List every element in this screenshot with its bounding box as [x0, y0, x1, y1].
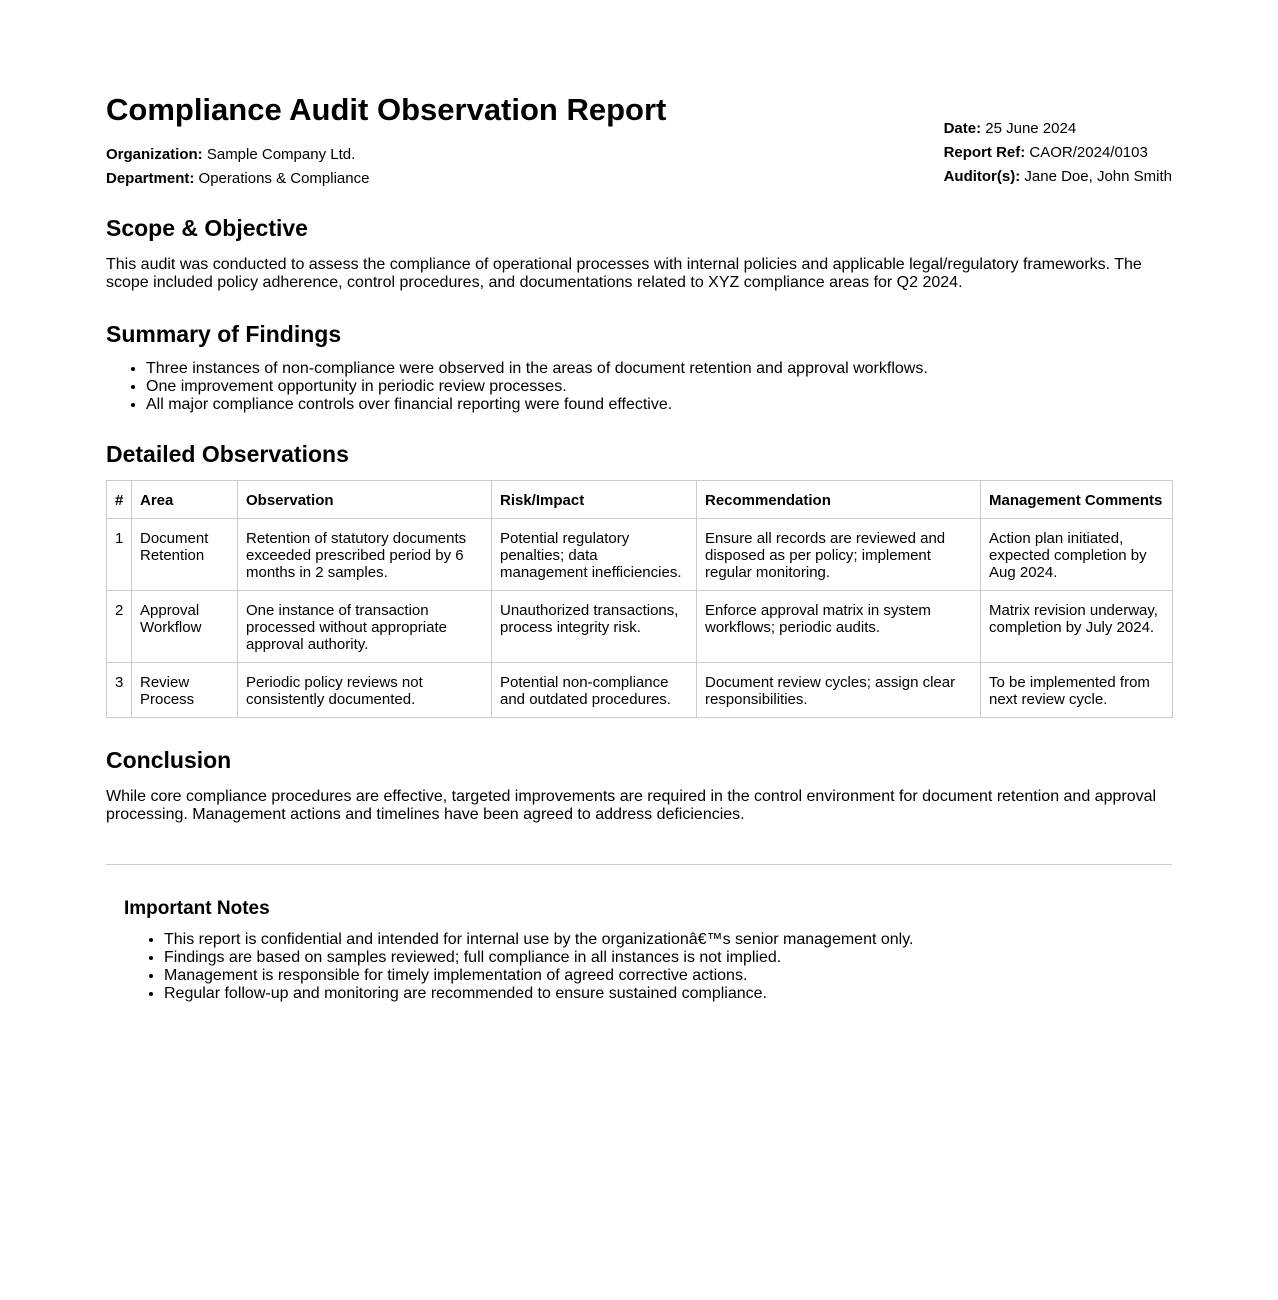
meta-report-ref [944, 141, 1172, 165]
meta-date [944, 117, 1172, 141]
table-cell: 2 [107, 591, 132, 663]
meta-value: Jane Doe, John Smith [1024, 168, 1172, 185]
meta-auditors [944, 165, 1172, 189]
table-cell: Periodic policy reviews not consistently documented. [238, 663, 492, 718]
meta-label: Date: [943, 120, 982, 137]
meta-value: CAOR/2024/0103 [1029, 144, 1148, 161]
notes-list [124, 931, 1172, 1003]
column-header: Recommendation [697, 481, 981, 519]
column-header: Management Comments [981, 481, 1173, 519]
table-cell: Unauthorized transactions, process integrity risk. [492, 591, 697, 663]
observations-section [106, 440, 1172, 718]
column-header: Area [132, 481, 238, 519]
scope-text: This audit was conducted to assess the compliance of operational processes with internal policies and applicable legal/regulatory frameworks. The scope included policy adherence, control procedures, and documentations related to XYZ compliance areas for Q2 2024. [106, 256, 1142, 291]
table-cell: Potential regulatory penalties; data management inefficiencies. [492, 519, 697, 591]
table-cell: Potential non-compliance and outdated procedures. [492, 663, 697, 718]
scope-section [106, 214, 1172, 292]
notes-section [106, 898, 1172, 1003]
list-item: • Findings are based on samples reviewed; full compliance in all instances is not implied. [164, 949, 1172, 967]
list-item: • All major compliance controls over financial reporting were found effective. [146, 396, 1172, 414]
column-header: Observation [238, 481, 492, 519]
table-cell: 1 [107, 519, 132, 591]
findings-heading: Summary of Findings [106, 321, 342, 347]
column-header: Risk/Impact [492, 481, 697, 519]
meta-label: Report Ref: [943, 144, 1026, 161]
findings-list [106, 360, 1172, 414]
table-cell: Retention of statutory documents exceeded prescribed period by 6 months in 2 samples. [238, 519, 492, 591]
divider [106, 864, 1172, 865]
report-header [106, 92, 1172, 192]
page-title: Compliance Audit Observation Report [106, 92, 667, 127]
meta-label: Organization: [106, 146, 203, 163]
table-header-row [107, 481, 1173, 519]
list-item: • Regular follow-up and monitoring are recommended to ensure sustained compliance. [164, 985, 1172, 1003]
observations-heading: Detailed Observations [106, 441, 349, 467]
meta-value: Operations & Compliance [198, 170, 370, 187]
observations-table [106, 480, 1173, 718]
table-cell: Document review cycles; assign clear responsibilities. [697, 663, 981, 718]
meta-right [944, 117, 1172, 189]
conclusion-text: While core compliance procedures are effective, targeted improvements are required in the control environment for document retention and approval processing. Management actions and timelines have been agreed to address deficiencies. [106, 788, 1157, 823]
table-cell: Review Process [132, 663, 238, 718]
list-item: • Management is responsible for timely implementation of agreed corrective actions. [164, 967, 1172, 985]
list-item: • This report is confidential and intended for internal use by the organizationâ€™s senior management only. [164, 931, 1172, 949]
meta-value: Sample Company Ltd. [206, 146, 356, 163]
meta-label: Department: [106, 170, 195, 187]
table-cell: 3 [107, 663, 132, 718]
table-row [107, 591, 1173, 663]
list-item: • Three instances of non-compliance were observed in the areas of document retention and approval workflows. [146, 360, 1172, 378]
column-header: # [107, 481, 132, 519]
table-cell: One instance of transaction processed without appropriate approval authority. [238, 591, 492, 663]
table-row [107, 663, 1173, 718]
table-cell: Document Retention [132, 519, 238, 591]
table-cell: Matrix revision underway, completion by July 2024. [981, 591, 1173, 663]
conclusion-section [106, 746, 1172, 824]
table-cell: Enforce approval matrix in system workflows; periodic audits. [697, 591, 981, 663]
table-cell: Action plan initiated, expected completion by Aug 2024. [981, 519, 1173, 591]
meta-label: Auditor(s): [943, 168, 1021, 185]
table-cell: To be implemented from next review cycle. [981, 663, 1173, 718]
notes-heading: Important Notes [124, 898, 270, 919]
table-cell: Ensure all records are reviewed and disposed as per policy; implement regular monitoring. [697, 519, 981, 591]
table-cell: Approval Workflow [132, 591, 238, 663]
scope-heading: Scope & Objective [106, 215, 308, 241]
findings-section [106, 320, 1172, 414]
table-row [107, 519, 1173, 591]
meta-value: 25 June 2024 [985, 120, 1077, 137]
conclusion-heading: Conclusion [106, 747, 232, 773]
list-item: • One improvement opportunity in periodic review processes. [146, 378, 1172, 396]
